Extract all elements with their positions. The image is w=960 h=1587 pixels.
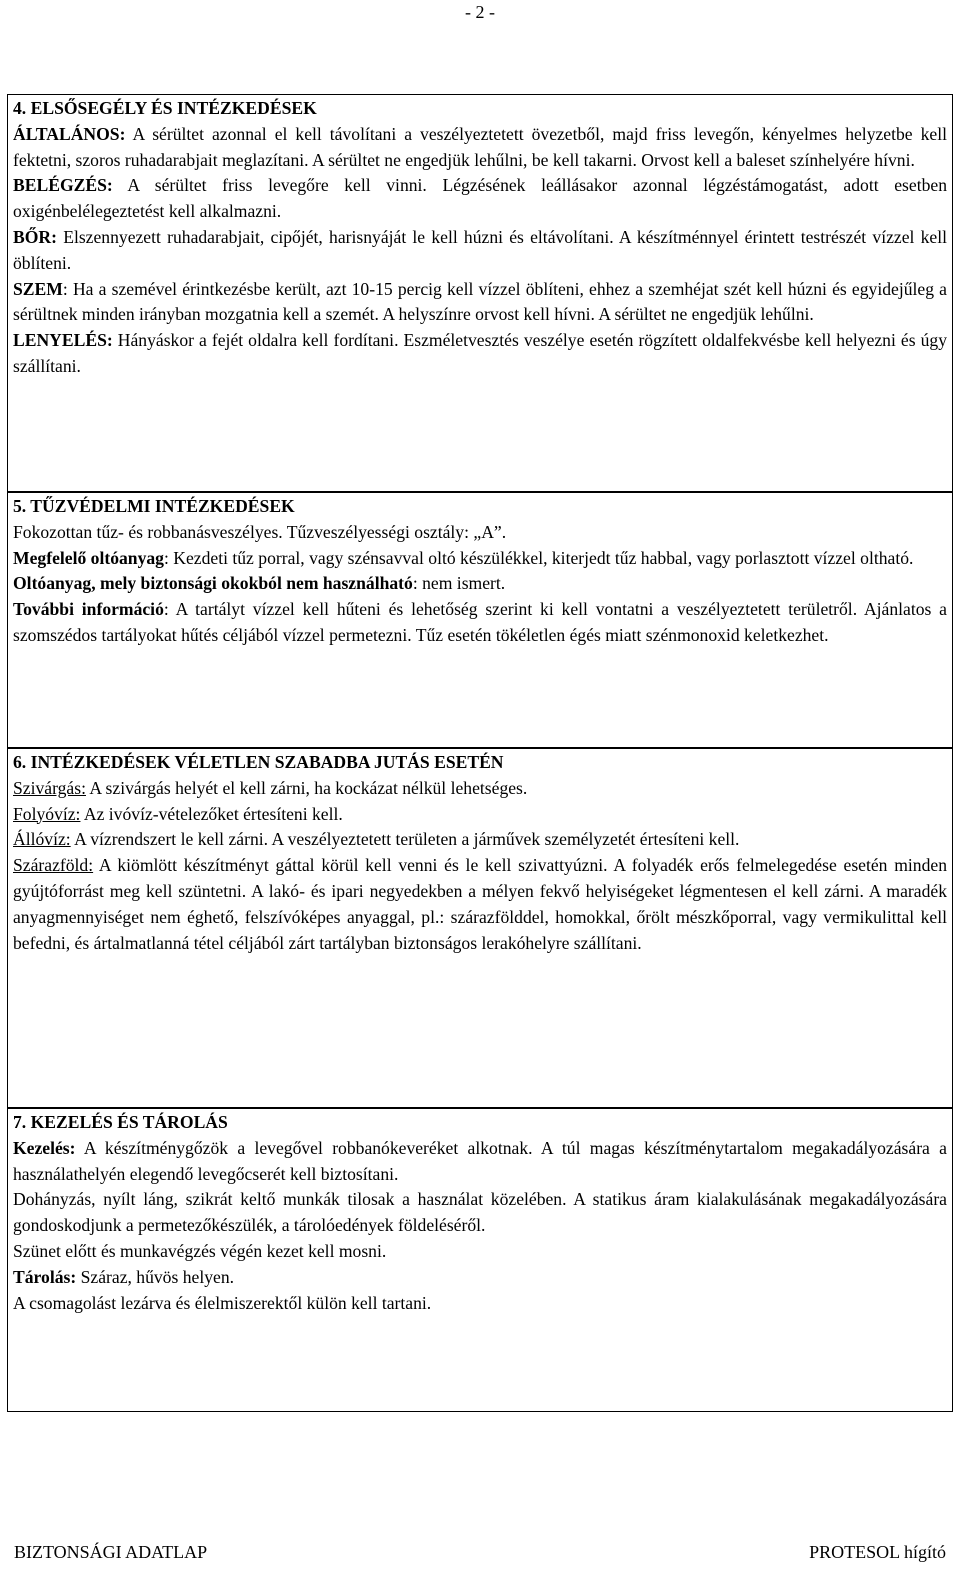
suitable-extinguisher-text: : Kezdeti tűz porral, vagy szénsavval oltó készülékkel, kiterjedt tűz habbal, vagy porlasztott vízzel oltható.: [163, 547, 914, 568]
further-info-label: További információ: [13, 599, 164, 620]
ingestion-paragraph: [13, 328, 947, 380]
land-label: Szárazföld:: [13, 855, 94, 876]
running-water-label: Folyóvíz:: [13, 803, 81, 824]
suitable-extinguisher-label: Megfelelő oltóanyag: [13, 547, 164, 568]
eye-label: SZEM: [13, 278, 63, 299]
storage-paragraph: [13, 1265, 947, 1291]
general-text: A sérültet azonnal el kell távolítani a veszélyeztetett övezetből, majd friss levegőn, kényelmes helyzetbe kell fektetni, szoros ruhadarabjait meglazítani. A sérültet ne engedjük lehűlni, be kell takarni. Orvost kell a baleset színhelyére hívni.: [13, 123, 947, 170]
section-fire-fighting: [7, 492, 953, 748]
unsuitable-extinguisher-label: Oltóanyag, mely biztonsági okokból nem használható: [13, 573, 413, 594]
further-info-text: : A tartályt vízzel kell hűteni és lehetőség szerint ki kell vontatni a veszélyeztetett területről. Ajánlatos a szomszédos tartályokat hűtés céljából vízzel permetezni. Tűz esetén tökéletlen égés miatt szénmonoxid keletkezhet.: [13, 599, 947, 645]
smoking-paragraph: Dohányzás, nyílt láng, szikrát keltő munkák tilosak a használat közelében. A statikus áram kialakulásának megakadályozására gondoskodjunk a permetezőkészülék, a tárolóedények földeléséről.: [13, 1189, 947, 1236]
skin-paragraph: [13, 225, 947, 277]
land-text: A kiömlött készítményt gáttal körül kell venni és le kell szivattyúzni. A folyadék erős felmelegedése esetén minden gyújtóforrást meg kell szüntetni. A lakó- és ipari negyedekben a mélyen fekvő helyiségeket légmentesen el kell zárni. A maradék anyagmennyiséget nem éghető, felszívóképes anyaggal, pl.: szárazfölddel, homokkal, őrölt mészkőporral, vagy vermikulittal kell befedni, és ártalmatlanná tétel céljából zárt tartályban biztonságos lerakóhelyre szállítani.: [13, 855, 947, 953]
inhalation-label: BELÉGZÉS:: [13, 175, 113, 196]
standing-water-paragraph: [13, 827, 947, 853]
land-paragraph: [13, 853, 947, 956]
packaging-paragraph: A csomagolást lezárva és élelmiszerektől külön kell tartani.: [13, 1292, 432, 1313]
page-number: - 2 -: [465, 2, 495, 22]
eye-text: : Ha a szemével érintkezésbe került, azt 10-15 percig kell vízzel öblíteni, ehhez a szemhéjat szét kell húzni és egyidejűleg a sérültnek minden irányban mozgatnia kell a szemét. A helyszínre orvost kell hívni. A sérültet ne engedjük lehűlni.: [13, 278, 947, 325]
section-accidental-release: [7, 748, 953, 1108]
skin-label: BŐR:: [13, 226, 57, 247]
section-first-aid: [7, 94, 953, 492]
general-label: ÁLTALÁNOS:: [13, 123, 126, 144]
handwash-paragraph: Szünet előtt és munkavégzés végén kezet kell mosni.: [13, 1240, 387, 1261]
inhalation-text: A sérültet friss levegőre kell vinni. Légzésének leállásakor azonnal légzéstámogatást, adott esetben oxigénbelélegeztetést kell alkalmazni.: [13, 175, 947, 222]
footer-product-name: PROTESOL hígító: [809, 1542, 946, 1562]
leak-text: A szivárgás helyét el kell zárni, ha kockázat nélkül lehetséges.: [85, 777, 528, 798]
leak-label: Szivárgás:: [13, 777, 86, 798]
general-paragraph: [13, 122, 947, 174]
section-6-title: 6. INTÉZKEDÉSEK VÉLETLEN SZABADBA JUTÁS ESETÉN: [13, 752, 504, 772]
storage-label: Tárolás:: [13, 1266, 77, 1287]
ingestion-text: Hányáskor a fejét oldalra kell fordítani. Eszméletvesztés veszélye esetén rögzített oldalfekvésbe kell helyezni és úgy szállítani.: [13, 330, 947, 376]
further-info-paragraph: [13, 597, 947, 649]
handling-paragraph: [13, 1136, 947, 1188]
handling-label: Kezelés:: [13, 1137, 76, 1158]
running-water-paragraph: [13, 802, 947, 828]
storage-text: Száraz, hűvös helyen.: [76, 1266, 235, 1287]
unsuitable-extinguisher-paragraph: [13, 571, 947, 597]
inhalation-paragraph: [13, 173, 947, 225]
section-4-title: 4. ELSŐSEGÉLY ÉS INTÉZKEDÉSEK: [13, 98, 317, 118]
skin-text: Elszennyezett ruhadarabjait, cipőjét, harisnyáját le kell húzni és eltávolítani. A készítménnyel érintett testrészét vízzel kell öblíteni.: [13, 226, 947, 273]
handling-text: A készítménygőzök a levegővel robbanókeveréket alkotnak. A túl magas készítménytartalom megakadályozására a használathelyén elegendő levegőcserét kell biztosítani.: [13, 1137, 947, 1184]
leak-paragraph: [13, 776, 947, 802]
ingestion-label: LENYELÉS:: [13, 330, 113, 351]
standing-water-text: A vízrendszert le kell zárni. A veszélyeztetett területen a járművek személyzetét értesíteni kell.: [70, 829, 740, 850]
unsuitable-extinguisher-text: : nem ismert.: [412, 573, 506, 594]
standing-water-label: Állóvíz:: [13, 829, 71, 850]
section-5-title: 5. TŰZVÉDELMI INTÉZKEDÉSEK: [13, 496, 295, 516]
footer-document-title: BIZTONSÁGI ADATLAP: [14, 1542, 208, 1562]
eye-paragraph: [13, 277, 947, 329]
suitable-extinguisher-paragraph: [13, 546, 947, 572]
running-water-text: Az ivóvíz-vételezőket értesíteni kell.: [80, 803, 343, 824]
fire-class-line: Fokozottan tűz- és robbanásveszélyes. Tűzveszélyességi osztály: „A”.: [13, 521, 507, 542]
section-7-title: 7. KEZELÉS ÉS TÁROLÁS: [13, 1112, 228, 1132]
section-handling-storage: [7, 1108, 953, 1412]
